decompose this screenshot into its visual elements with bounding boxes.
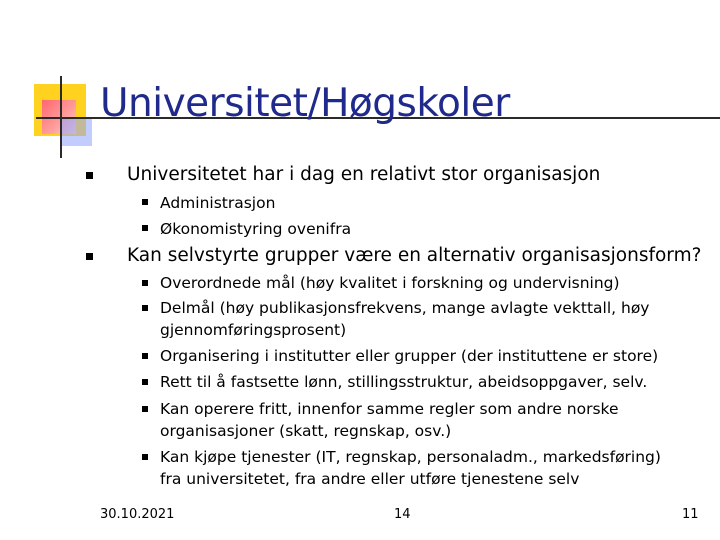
square-bullet-icon [142,406,148,412]
square-bullet-icon [86,172,93,179]
square-bullet-icon [142,280,148,286]
square-bullet-icon [142,199,148,205]
footer-page-number: 11 [682,507,699,522]
sub-bullet-text: Organisering i institutter eller grupper (der instituttene er store) [160,347,659,365]
square-bullet-icon [142,225,148,231]
sub-bullet-text: Kan operere fritt, innenfor samme regler som andre norske [160,400,619,418]
slide-title: Universitet/Høgskoler [100,81,510,126]
sub-bullet-text: Administrasjon [160,194,276,212]
sub-bullet-text-continued: gjennomføringsprosent) [160,321,347,339]
sub-bullet-text: Kan kjøpe tjenester (IT, regnskap, personaladm., markedsføring) [160,448,661,466]
square-bullet-icon [142,379,148,385]
decor-blue-square [62,118,92,146]
square-bullet-icon [142,305,148,311]
sub-bullet-text-continued: fra universitetet, fra andre eller utføre tjenestene selv [160,470,580,488]
sub-bullet-text: Overordnede mål (høy kvalitet i forskning og undervisning) [160,274,620,292]
sub-bullet-text: Rett til å fastsette lønn, stillingsstruktur, abeidsoppgaver, selv. [160,373,648,391]
square-bullet-icon [142,353,148,359]
sub-bullet-text: Delmål (høy publikasjonsfrekvens, mange avlagte vekttall, høy [160,299,650,317]
footer-date: 30.10.2021 [100,507,175,522]
sub-bullet-text: Økonomistyring ovenifra [160,220,352,238]
square-bullet-icon [86,253,93,260]
footer-center-number: 14 [394,507,411,522]
bullet-text: Universitetet har i dag en relativt stor organisasjon [127,164,601,185]
sub-bullet-text-continued: organisasjoner (skatt, regnskap, osv.) [160,422,452,440]
square-bullet-icon [142,454,148,460]
bullet-text: Kan selvstyrte grupper være en alternativ organisasjonsform? [127,245,702,266]
